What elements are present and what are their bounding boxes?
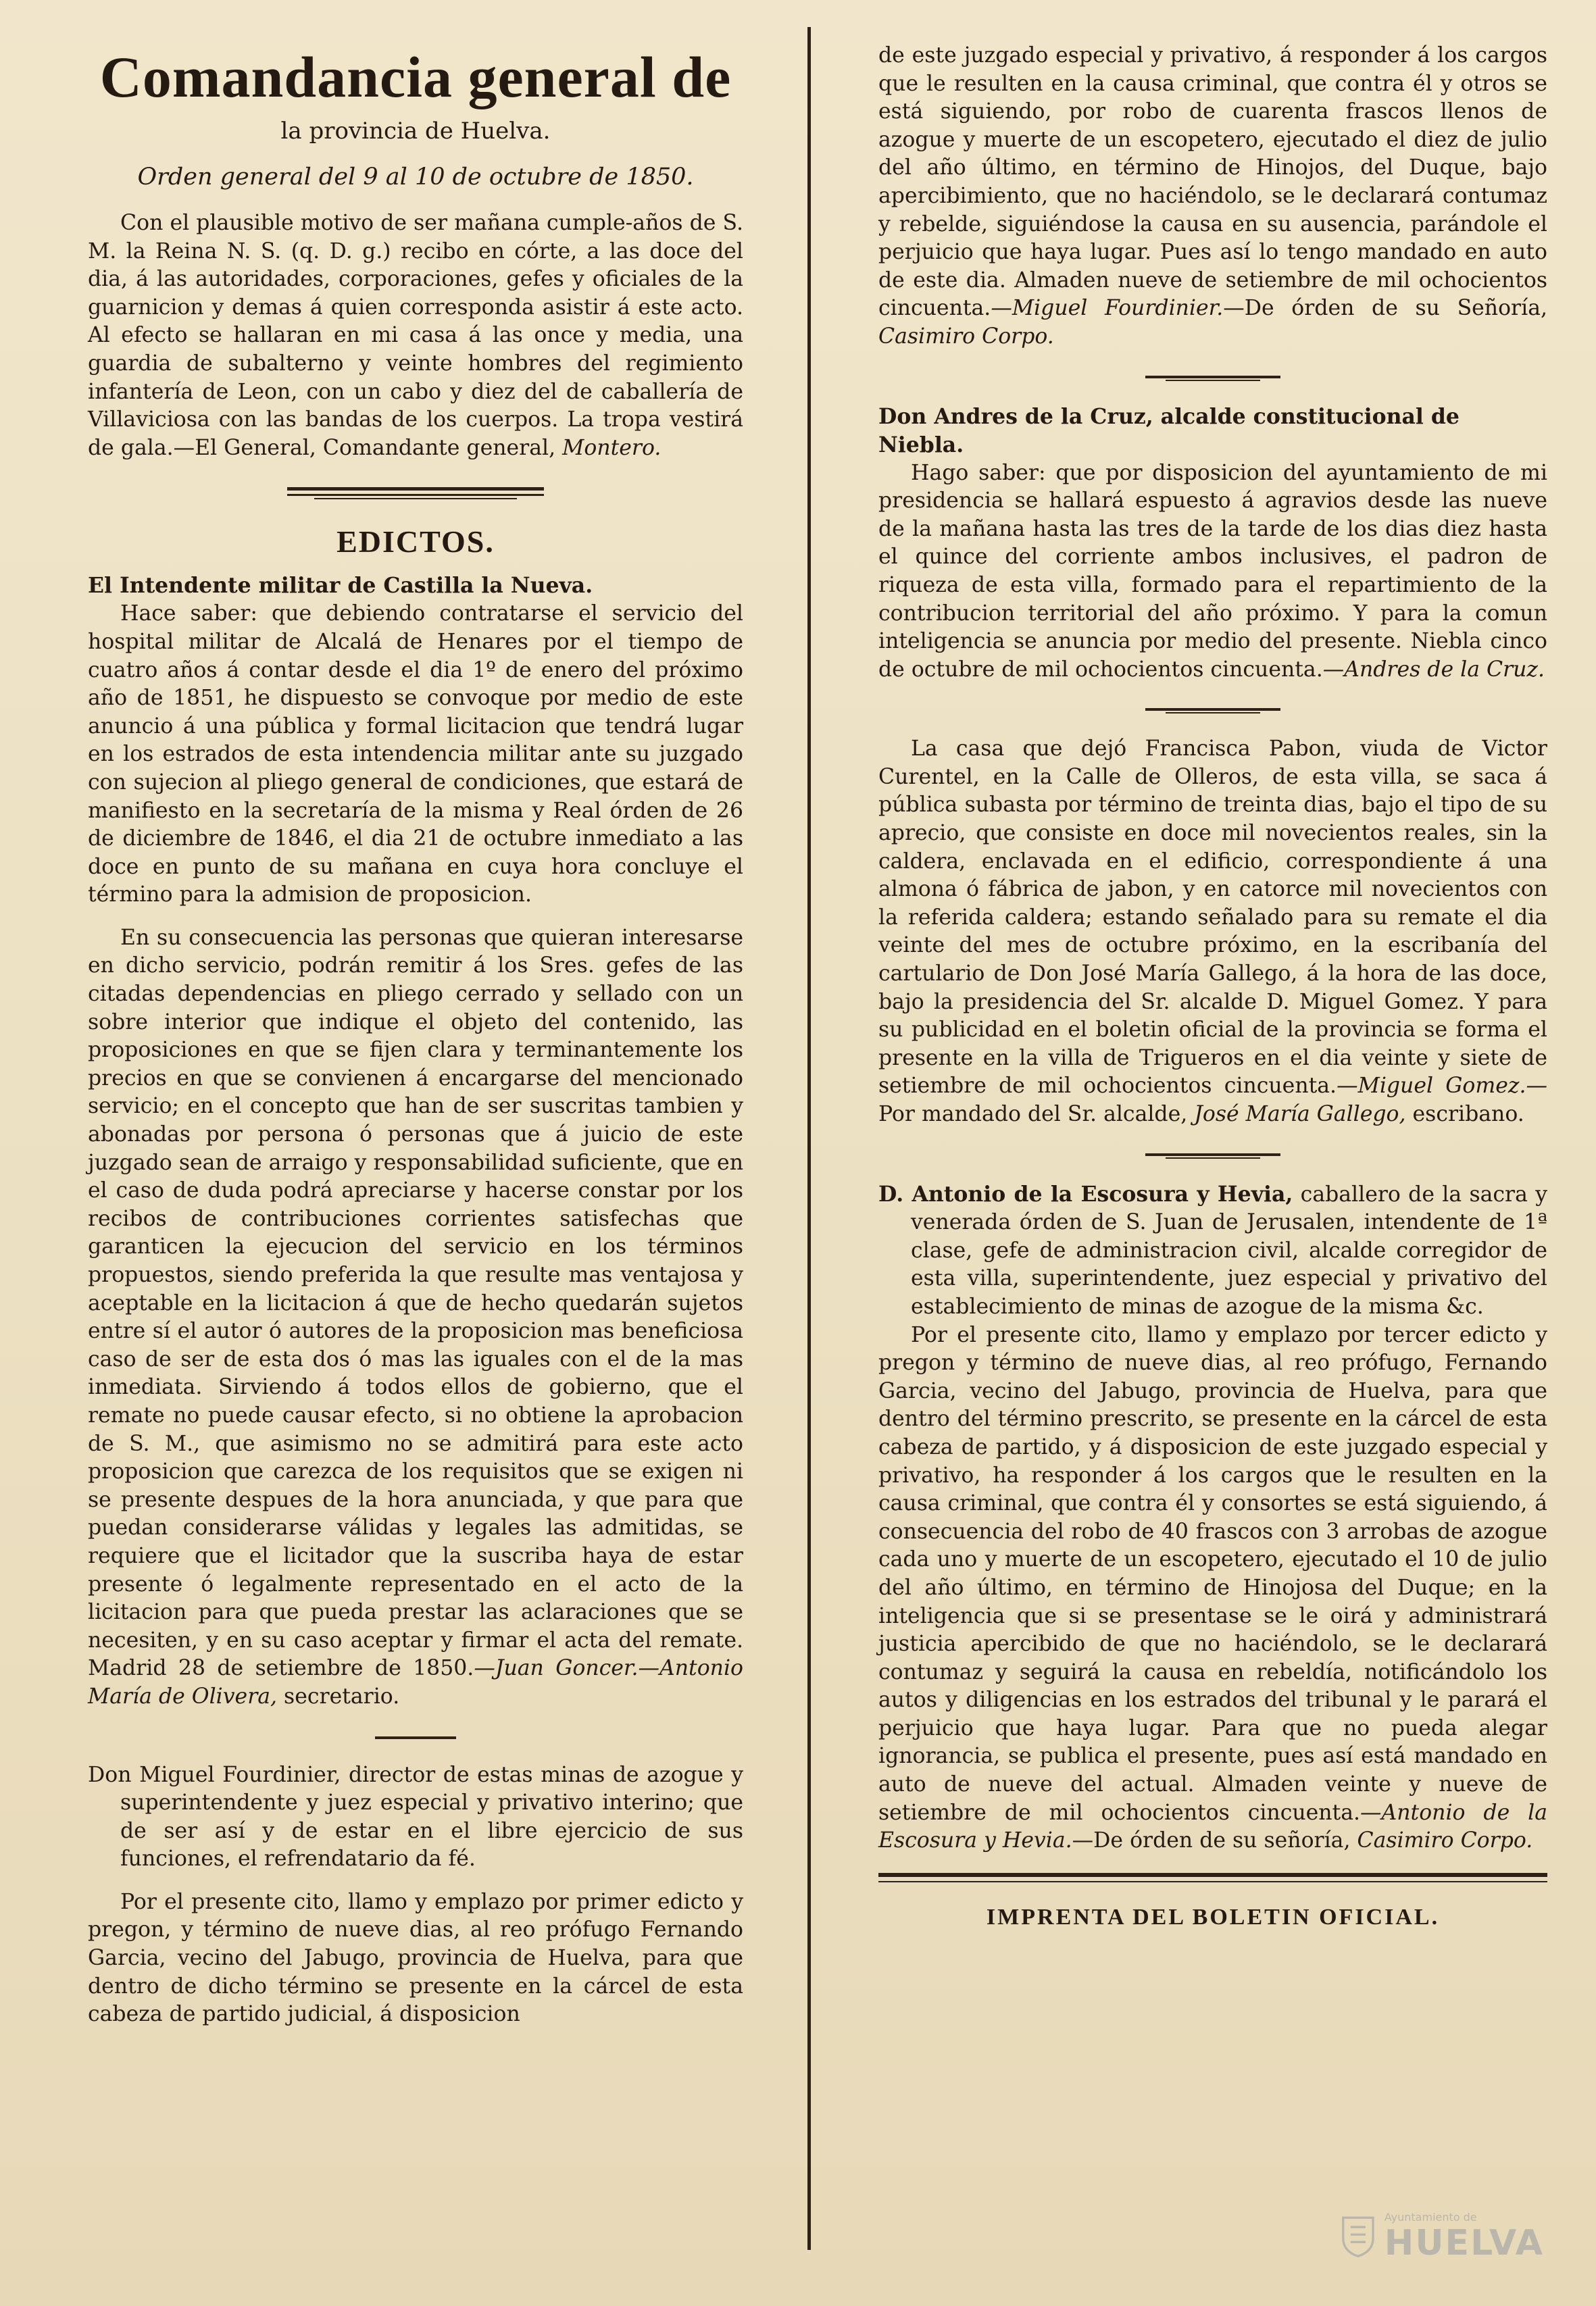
edict1-signature: —Juan Goncer.—Antonio María de Olivera, [88, 1656, 743, 1709]
edict3-body [878, 459, 1547, 684]
edict1-paragraph-2 [88, 924, 743, 1711]
shield-logo-icon [1341, 2199, 1375, 2274]
edict5-signature-mid: —De órden de su señoría, [1072, 1828, 1357, 1853]
edict3-signature: —Andres de la Cruz. [1322, 657, 1545, 682]
edict1-paragraph-1: Hace saber: que debiendo contratarse el servicio del hospital militar de Alcalá de Henares por el tiempo de cuatro años á contar desde el dia 1º de enero del próximo año de 1851, he dispuesto se convoque por medio de este anuncio á una pública y formal licitacion que tendrá lugar en los estrados de esta intendencia militar ante su juzgado con sujecion al pliego general de condiciones, que estará de manifiesto en la secretaría de la misma y Real órden de 26 de diciembre de 1846, el dia 21 de octubre inmediato a las doce en punto de su mañana en cuya hora concluye el término para la admision de proposicion. [88, 601, 743, 907]
edict5-signature-end: Casimiro Corpo. [1357, 1828, 1533, 1853]
ornament-divider-2 [878, 707, 1547, 715]
edict1-paragraph-2-text: En su consecuencia las personas que quieran interesarse en dicho servicio, podrán remitir á los Sres. gefes de las citadas dependencias en pliego cerrado y sellado con un sobre interior que indique el objeto del contenido, las proposiciones en que se fijen clara y terminantemente los precios en que se convienen á encargarse del mencionado servicio; en el concepto que han de ser suscritas tambien y abonadas por persona ó personas que á juicio de este juzgado sean de arraigo y responsabilidad suficiente, que en el caso de duda podrá apreciarse y hacerse constar por los recibos de contribuciones corrientes satisfechas que garanticen la ejecucion del servicio en los términos propuestos, siendo preferida la que resulte mas ventajosa y aceptable en la licitacion á que de hecho quedarán sujetos entre sí el autor ó autores de la proposicion mas beneficiosa caso de ser de esta dos ó mas las iguales con el de la mas inmediata. Sirviendo á todos ellos de gobierno, que el remate no puede causar efecto, si no obtiene la aprobacion de S. M., que asimismo no se admitirá para este acto proposicion que carezca de los requisitos que se exigen ni se presente despues de la hora anunciada, y que para que puedan considerarse válidas y legales las admitidas, se requiere que el licitador que la suscriba haya de estar presente ó legalmente representado en el acto de la licitacion para que pueda prestar las aclaraciones que se necesiten, y en su caso aceptar y firmar el acta del remate. Madrid 28 de setiembre de 1850. [88, 925, 743, 1681]
imprint-rule [878, 1873, 1547, 1882]
edict4-body-text: La casa que dejó Francisca Pabon, viuda de Victor Curentel, en la Calle de Olleros, de esta villa, se saca á pública subasta por término de treinta dias, bajo el tipo de su aprecio, que consiste en doce mil novecientos reales, sin la caldera, enclavada en el edificio, correspondiente á una almona ó fábrica de jabon, y en catorce mil novecientos con la referida caldera; estando señalado para su remate el dia veinte del mes de octubre próximo, en la escribanía del cartulario de Don José María Gallego, á la hora de las doce, bajo la presidencia del Sr. alcalde D. Miguel Gomez. Y para su publicidad en el boletin oficial de la provincia se forma el presente en la villa de Trigueros en el dia veinte y siete de setiembre de mil ochocientos cincuenta. [878, 736, 1547, 1099]
watermark-text [1385, 2211, 1544, 2262]
archive-watermark [1341, 2192, 1544, 2280]
edict4-body [878, 735, 1547, 1128]
edict2-lead: Don Miguel Fourdinier, [88, 1762, 341, 1787]
edict4-signature-mid: Por mandado del Sr. alcalde, [878, 1102, 1195, 1126]
imprint-line: IMPRENTA DEL BOLETIN OFICIAL. [986, 1904, 1440, 1930]
section-title-edictos: EDICTOS. [336, 524, 495, 559]
ornament-divider [88, 485, 743, 501]
ornament-divider-short [88, 1734, 743, 1741]
edict2-continued [878, 42, 1547, 351]
edict3-title: Don Andres de la Cruz, alcalde constitucional de Niebla. [878, 403, 1460, 457]
order-body-text: Con el plausible motivo de ser mañana cumple-años de S. M. la Reina N. S. (q. D. g.) recibo en córte, a las doce del dia, á las autoridades, corporaciones, gefes y oficiales de la guarnicion y demas á quien corresponda asistir á este acto. Al efecto se hallaran en mi casa á las once y media, una guardia de subalterno y veinte hombres del regimiento infantería de Leon, con un cabo y diez del de caballería de Villaviciosa con las bandas de los cuerpos. La tropa vestirá de gala.—El General, Comandante general, [88, 211, 743, 460]
imprint-rule-thin [878, 1881, 1547, 1882]
edict1-title: El Intendente militar de Castilla la Nueva. [88, 573, 593, 599]
watermark-big: HUELVA [1384, 2223, 1544, 2263]
edict2-continued-text: de este juzgado especial y privativo, á responder á los cargos que le resulten en la causa criminal, que contra él y otros se está siguiendo, por robo de cuarenta frascos llenos de azogue y muerte de un escopetero, ejecutado el diez de julio del año último, en término de Hinojos, del Duque, bajo apercibimiento, que no haciéndolo, se le declarará contumaz y rebelde, siguiéndose la causa en su ausencia, parándole el perjuicio que haya lugar. Pues así lo tengo mandado en auto de este dia. Almaden nueve de setiembre de mil ochocientos cincuenta. [878, 43, 1547, 321]
order-dateline: Orden general del 9 al 10 de octubre de 1850. [137, 164, 694, 191]
imprint-rule-thick [878, 1873, 1547, 1877]
edict5-signature: —Antonio de la Escosura y Hevia. [878, 1800, 1547, 1853]
edict3-body-text: Hago saber: que por disposicion del ayuntamiento de mi presidencia se hallará espuesto á agravios desde las nueve de la mañana hasta las tres de la tarde de los dias diez hasta el quince del corriente ambos inclusives, el padron de riqueza de esta villa, formado para el repartimiento de la contribucion territorial del año próximo. Y para la comun inteligencia se anuncia por medio del presente. Niebla cinco de octubre de mil ochocientos cincuenta. [878, 460, 1547, 682]
edict5-title-rest: caballero de la sacra y venerada órden de S. Juan de Jerusalen, intendente de 1ª clase, gefe de administracion civil, alcalde corregidor de esta villa, superintendente, juez especial y privativo del establecimiento de minas de azogue de la misma &c. [911, 1182, 1548, 1319]
column-divider [807, 27, 811, 2250]
edict2-title-rest: director de estas minas de azogue y superintendente y juez especial y privativo interino; que de ser así y de estar en el libre ejercicio de sus funciones, el refrendatario da fé. [120, 1762, 744, 1872]
page-subheading: la provincia de Huelva. [280, 118, 551, 145]
edict4-signature-end: escribano. [1405, 1102, 1524, 1126]
right-column [878, 42, 1547, 1932]
edict2-signature: —Miguel Fourdinier. [991, 296, 1224, 321]
edict4-signature: —Miguel Gomez.— [1337, 1074, 1547, 1099]
left-column [88, 42, 743, 2029]
order-body [88, 209, 743, 462]
page-heading: Comandancia general de [99, 45, 732, 109]
edict5-body [878, 1322, 1547, 1855]
edict5-body-text: Por el presente cito, llamo y emplazo por tercer edicto y pregon y término de nueve dias, al reo prófugo, Fernando Garcia, vecino del Jabugo, provincia de Huelva, para que dentro del término prescrito, se presente en la cárcel de esta cabeza de partido, y á disposicion de este juzgado especial y privativo, ha responder á los cargos que le resulten en la causa criminal, que contra él y consortes se está siguiendo, á consecuencia del robo de 40 frascos con 3 arrobas de azogue cada uno y muerte de un escopetero, ejecutado el 10 de julio del año último, en término de Hinojosa del Duque; en la inteligencia que si se presentase se le oirá y administrará justicia apercibido de que no haciéndolo, se le declarará contumaz y seguirá la causa en rebeldía, notificándolo los autos y diligencias en los estrados del tribunal y le parará el perjuicio que haya lugar. Para que no pueda alegar ignorancia, se publica el presente, pues así está mandado en auto de nueve del actual. Almaden veinte y nueve de setiembre de mil ochocientos cincuenta. [878, 1322, 1547, 1825]
edict2-signature-end: Casimiro Corpo. [878, 324, 1054, 349]
edict1-signature-role: secretario. [277, 1684, 400, 1709]
ornament-divider-3 [878, 1152, 1547, 1160]
edict5-title [878, 1180, 1547, 1322]
order-signature: Montero. [562, 435, 662, 460]
edict2-signature-mid: —De órden de su Señoría, [1223, 296, 1547, 321]
edict5-lead: D. Antonio de la Escosura y Hevia, [878, 1181, 1293, 1207]
edict4-signature-name: José María Gallego, [1194, 1102, 1406, 1126]
edict2-paragraph-1: Por el presente cito, llamo y emplazo por primer edicto y pregon, y término de nueve dias, al reo prófugo Fernando Garcia, vecino del Jabugo, provincia de Huelva, para que dentro de dicho término se presente en la cárcel de esta cabeza de partido judicial, á disposicion [88, 1889, 743, 2027]
edict2-title [88, 1761, 743, 1874]
watermark-small: Ayuntamiento de [1384, 2211, 1477, 2224]
ornament-divider-1 [878, 374, 1547, 382]
